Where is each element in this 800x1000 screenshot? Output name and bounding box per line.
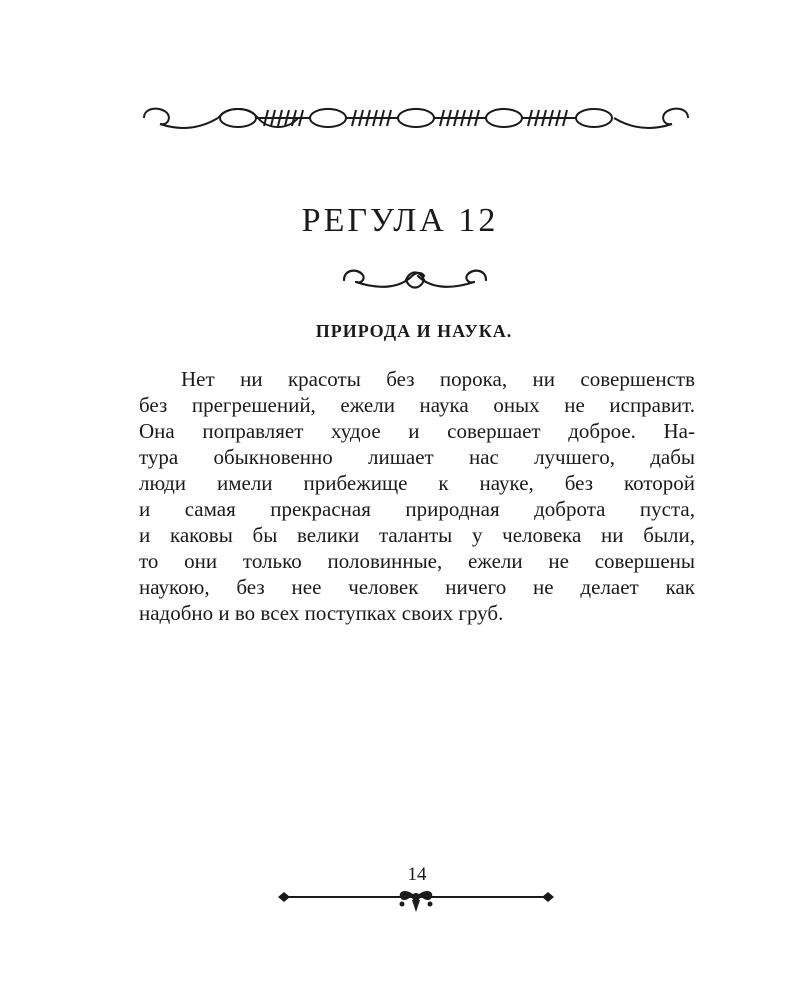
body-line: люди имели прибежище к науке, без которой bbox=[139, 471, 695, 495]
page-number: 14 bbox=[407, 864, 427, 885]
scroll-flourish-ornament bbox=[340, 262, 490, 294]
top-rope-ornament bbox=[138, 100, 694, 136]
body-line: Она поправляет худое и совершает доброе. На- bbox=[139, 419, 695, 443]
body-line: наукою, без нее человек ничего не делает как bbox=[139, 575, 695, 599]
body-line: Нет ни красоты без порока, ни совершенств bbox=[181, 367, 695, 391]
chapter-title: РЕГУЛА 12 bbox=[301, 202, 499, 239]
body-line: без прегрешений, ежели наука оных не исправит. bbox=[139, 393, 695, 417]
body-line: тура обыкновенно лишает нас лучшего, дабы bbox=[139, 445, 695, 469]
body-line: надобно и во всех поступках своих груб. bbox=[139, 601, 504, 625]
body-paragraph bbox=[139, 366, 695, 626]
fleuron-rule-ornament bbox=[276, 884, 556, 914]
body-line: то они только половинные, ежели не совершены bbox=[139, 549, 695, 573]
body-line: и самая прекрасная природная доброта пуста, bbox=[139, 497, 695, 521]
section-title: ПРИРОДА И НАУКА. bbox=[315, 321, 513, 341]
body-line: и каковы бы велики таланты у человека ни были, bbox=[139, 523, 695, 547]
